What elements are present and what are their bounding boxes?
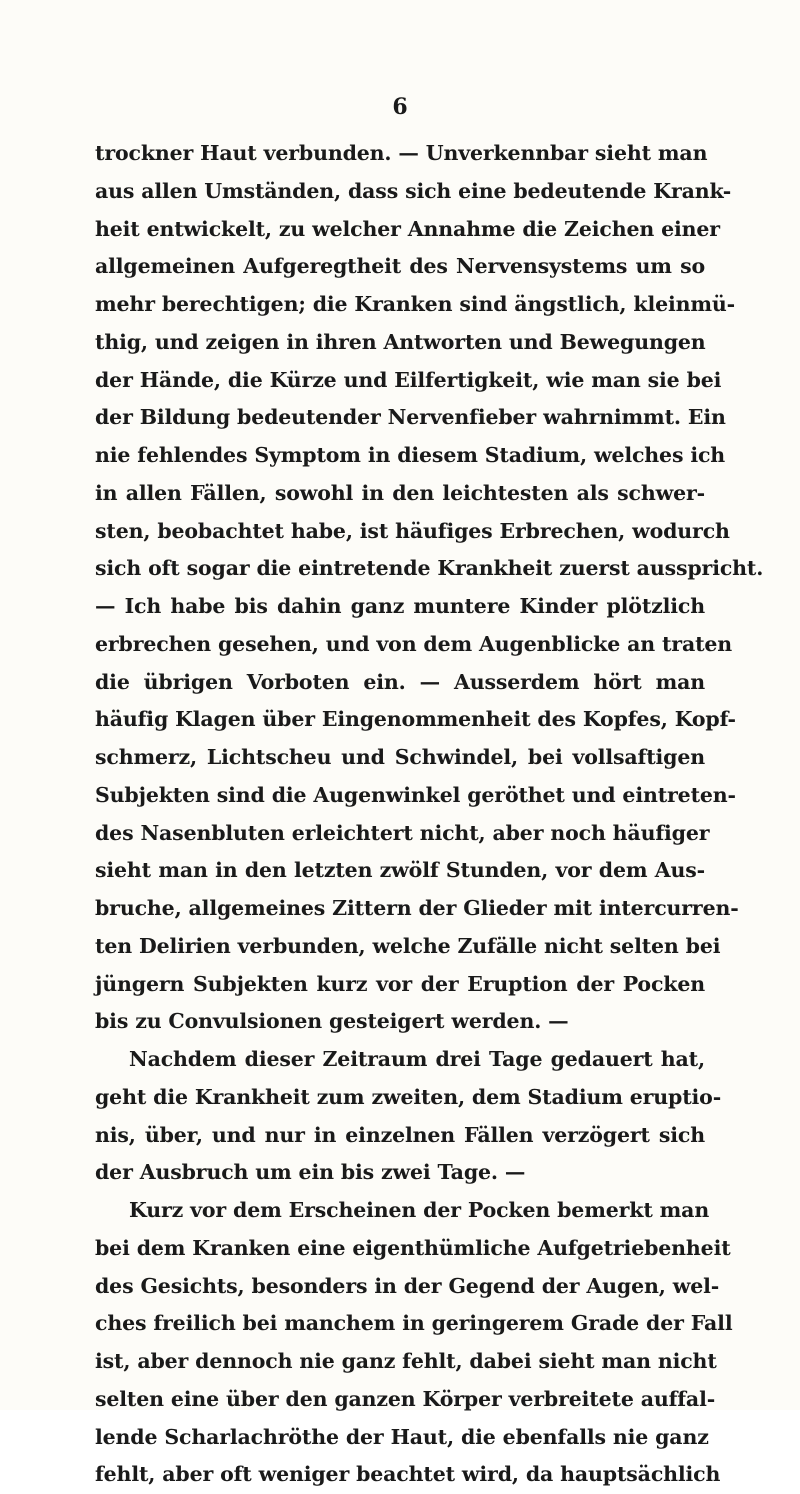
text-line: der Hände, die Kürze und Eilfertigkeit, wie man sie bei [95,367,722,392]
text-line: Subjekten sind die Augenwinkel geröthet und eintreten- [95,782,736,807]
text-line: der Ausbruch um ein bis zwei Tage. — [95,1160,526,1185]
text-line: selten eine über den ganzen Körper verbreitete auffal- [95,1386,716,1411]
text-line: thig, und zeigen in ihren Antworten und Bewegungen [95,329,706,354]
text-line: die übrigen Vorboten ein. — Ausserdem hört man [95,669,705,694]
text-line: ten Delirien verbunden, welche Zufälle nicht selten bei [95,933,721,958]
text-line: aus allen Umständen, dass sich eine bedeutende Krank- [95,178,732,203]
text-line: Nachdem dieser Zeitraum drei Tage gedauert hat, [129,1047,705,1071]
text-line: jüngern Subjekten kurz vor der Eruption der Pocken [95,971,705,996]
text-line: sten, beobachtet habe, ist häufiges Erbrechen, wodurch [95,518,730,543]
text-line: des Gesichts, besonders in der Gegend der Augen, wel- [95,1273,720,1298]
text-line: lende Scharlachröthe der Haut, die ebenfalls nie ganz [95,1424,709,1449]
text-line: allgemeinen Aufgeregtheit des Nervensystems um so [95,254,705,279]
page-number: 6 [392,94,408,120]
text-line: sieht man in den letzten zwölf Stunden, vor dem Aus- [95,858,705,883]
text-line: ches freilich bei manchem in geringerem Grade der Fall [95,1311,733,1336]
text-line: ist, aber dennoch nie ganz fehlt, dabei sieht man nicht [95,1349,717,1373]
text-line: Kurz vor dem Erscheinen der Pocken bemerkt man [129,1198,710,1222]
text-line: bis zu Convulsionen gesteigert werden. — [95,1009,569,1034]
text-line: nie fehlendes Symptom in diesem Stadium, welches ich [95,443,726,467]
text-line: — Ich habe bis dahin ganz muntere Kinder plötzlich [95,594,705,618]
text-line: nis, über, und nur in einzelnen Fällen verzögert sich [95,1122,705,1147]
text-line: in allen Fällen, sowohl in den leichtesten als schwer- [95,480,705,505]
text-line: erbrechen gesehen, und von dem Augenblicke an traten [95,631,733,656]
body-text [95,135,764,1494]
text-line: geht die Krankheit zum zweiten, dem Stadium eruptio- [95,1084,722,1109]
text-line: bruche, allgemeines Zittern der Glieder mit intercurren- [95,896,739,920]
text-line: des Nasenbluten erleichtert nicht, aber noch häufiger [95,820,710,845]
text-line: häufig Klagen über Eingenommenheit des Kopfes, Kopf- [95,707,736,732]
text-line: bei dem Kranken eine eigenthümliche Aufgetriebenheit [95,1235,731,1260]
text-line: heit entwickelt, zu welcher Annahme die Zeichen einer [95,216,720,241]
text-line: sich oft sogar die eintretende Krankheit zuerst ausspricht. [95,556,764,581]
text-line: fehlt, aber oft weniger beachtet wird, da hauptsächlich [95,1462,721,1487]
text-line: der Bildung bedeutender Nervenfieber wahrnimmt. Ein [95,405,726,430]
text-line: trockner Haut verbunden. — Unverkennbar sieht man [95,141,708,165]
text-line: mehr berechtigen; die Kranken sind ängstlich, kleinmü- [95,292,736,316]
text-line: schmerz, Lichtscheu und Schwindel, bei vollsaftigen [95,745,705,769]
